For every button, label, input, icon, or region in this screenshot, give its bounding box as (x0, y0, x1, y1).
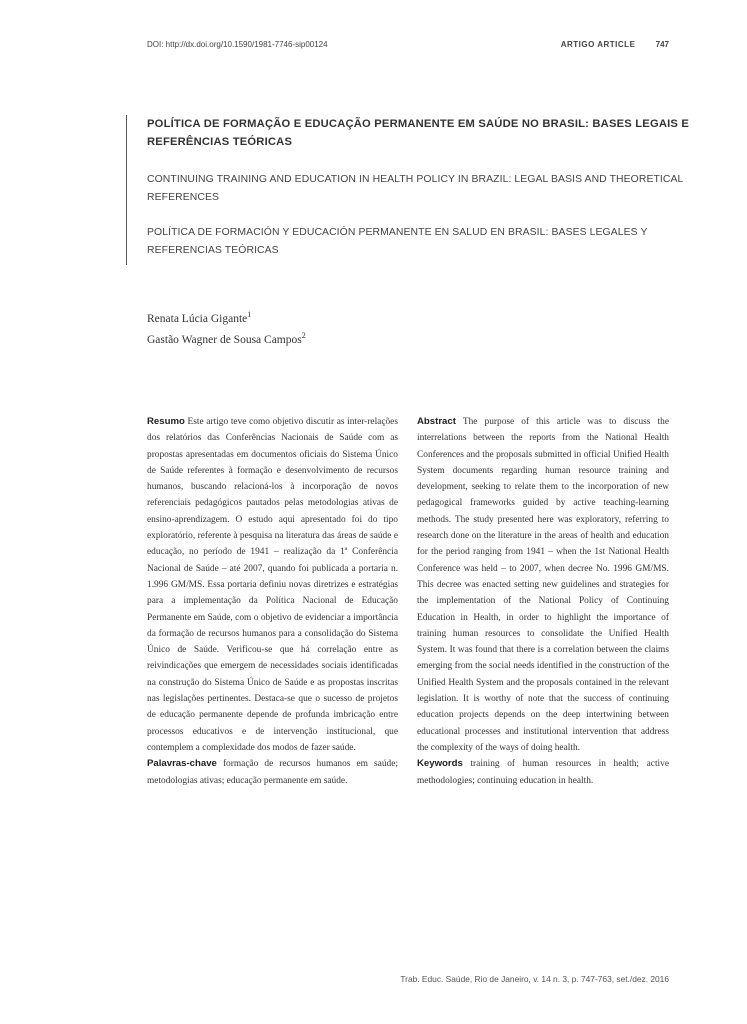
abstract-pt-text: Este artigo teve como objetivo discutir as inter-relações dos relatórios das Conferências Nacionais de Saúde com as propostas apresentadas em documentos oficiais do Sistema Único de Saúde referentes à formação e desenvolvimento de recursos humanos, buscando relacioná-los à incorporação de novos referenciais pedagógicos pautados pelas metodologias ativas de ensino-aprendizagem. O estudo aqui apresentado foi do tipo exploratório, referente à pesquisa na literatura das áreas de saúde e educação, no período de 1941 – realização da 1ª Conferência Nacional de Saúde – até 2007, quando foi publicada a portaria n. 1.996 GM/MS. Essa portaria definiu novas diretrizes e estratégias para a implementação da Política Nacional de Educação Permanente em Saúde, com o objetivo de evidenciar a importância da formação de recursos humanos para a consolidação do Sistema Único de Saúde. Verificou-se que há correlação entre as reivindicações que emergem de necessidades sociais identificadas na construção do Sistema Único de Saúde e as propostas inscritas nas legislações pertinentes. Destaca-se que o sucesso de projetos de educação permanente depende de profunda imbricação entre processos educativos e de intervenção institucional, que contemplem a complexidade dos modos de fazer saúde. (147, 417, 398, 753)
keywords-en-paragraph (417, 756, 669, 789)
keywords-pt-paragraph (147, 756, 398, 789)
author-list (147, 309, 306, 351)
keywords-pt-label: Palavras-chave (147, 758, 217, 770)
author-name: Gastão Wagner de Sousa Campos (147, 334, 302, 346)
doi-link[interactable]: DOI: http://dx.doi.org/10.1590/1981-7746-sip00124 (147, 40, 328, 49)
author-footnote-marker[interactable]: 1 (247, 310, 252, 319)
abstract-en-label: Abstract (417, 416, 456, 427)
title-english: CONTINUING TRAINING AND EDUCATION IN HEALTH POLICY IN BRAZIL: LEGAL BASIS AND THEORETICAL REFERENCES (147, 174, 684, 203)
keywords-en-label: Keywords (417, 758, 463, 770)
author-item (147, 309, 306, 330)
keywords-en-text: training of human resources in health; active methodologies; continuing education in health. (417, 759, 670, 786)
abstract-pt-label: Resumo (147, 416, 185, 427)
header-right (561, 40, 669, 49)
page-number: 747 (655, 40, 669, 49)
keywords-pt-text: formação de recursos humanos em saúde; metodologias ativas; educação permanente em saúde. (147, 759, 398, 786)
author-item (147, 330, 306, 351)
title-spanish: POLÍTICA DE FORMACIÓN Y EDUCACIÓN PERMANENTE EN SALUD EN BRASIL: BASES LEGALES Y REFERENCIAS TEÓRICAS (147, 227, 648, 256)
abstract-english (417, 414, 669, 789)
abstract-en-paragraph (417, 414, 669, 756)
article-type: ARTIGO ARTICLE (560, 40, 636, 49)
page-header (147, 40, 669, 52)
abstract-portuguese (147, 414, 398, 789)
title-block (126, 115, 695, 265)
title-portuguese: POLÍTICA DE FORMAÇÃO E EDUCAÇÃO PERMANENTE EM SAÚDE NO BRASIL: BASES LEGAIS E REFERÊNCIAS TEÓRICAS (147, 118, 690, 148)
abstract-pt-paragraph (147, 414, 398, 756)
author-name: Renata Lúcia Gigante (147, 313, 248, 325)
footer-citation: Trab. Educ. Saúde, Rio de Janeiro, v. 14 n. 3, p. 747-763, set./dez. 2016 (400, 974, 669, 984)
abstract-en-text: The purpose of this article was to discuss the interrelations between the reports from the National Health Conferences and the proposals submitted in official Unified Health System documents regarding human resource training and development, seeking to relate them to the incorporation of new pedagogical frameworks guided by active teaching-learning methods. The study presented here was exploratory, referring to research done on the literature in the areas of health and education for the period ranging from 1941 – when the 1st National Health Conference was held – to 2007, when decree No. 1996 GM/MS. This decree was enacted setting new guidelines and strategies for the implementation of the National Policy of Continuing Education in Health, in order to highlight the importance of training human resources to consolidate the Unified Health System. It was found that there is a correlation between the claims emerging from the social needs identified in the construction of the Unified Health System and the proposals contained in the relevant legislation. It is worthy of note that the success of continuing education projects depends on the deep intertwining between educational processes and institutional intervention that address the complexity of the ways of doing health. (417, 417, 669, 753)
author-footnote-marker[interactable]: 2 (301, 331, 306, 340)
